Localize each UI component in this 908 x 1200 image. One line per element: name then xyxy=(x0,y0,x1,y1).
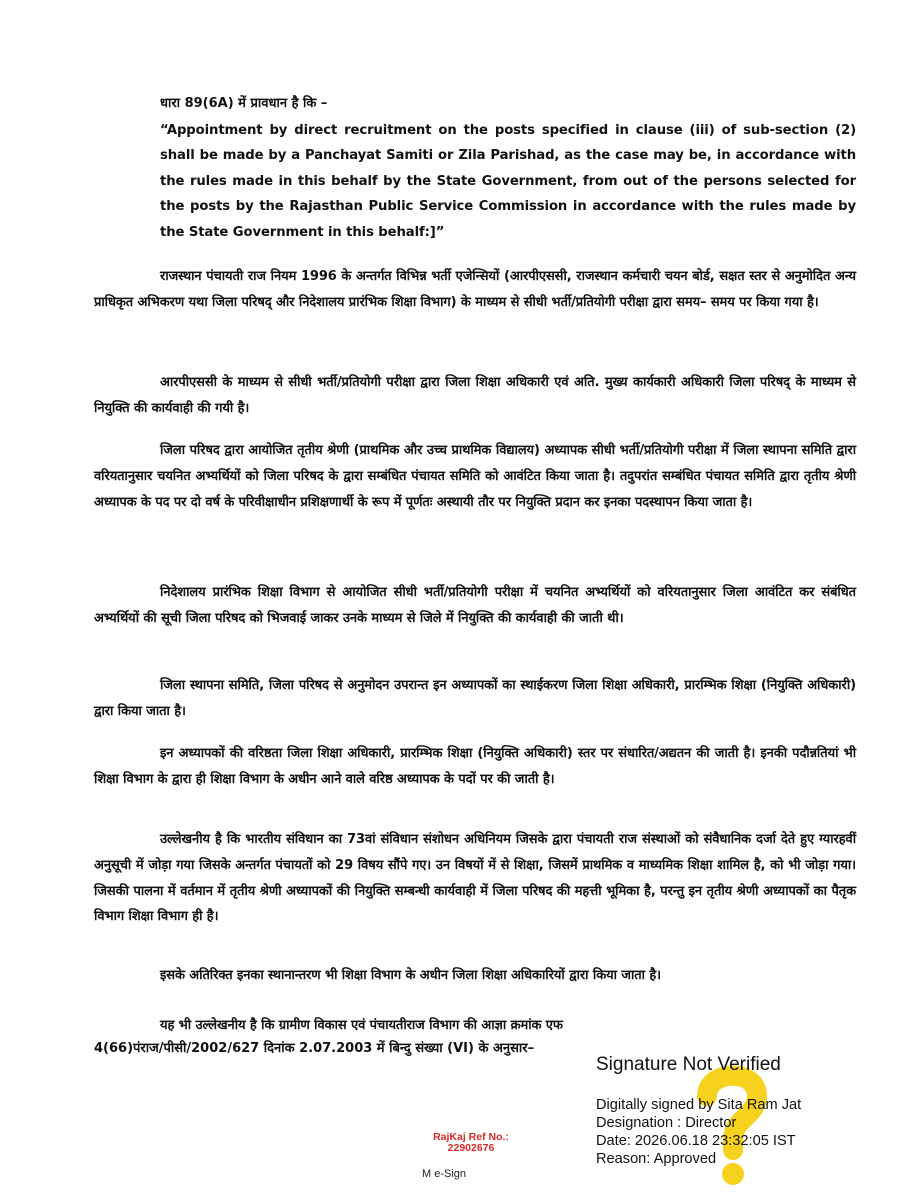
ref-number: 22902676 xyxy=(447,1142,495,1154)
esign-label: M e-Sign xyxy=(422,1168,467,1180)
quoted-clause: “Appointment by direct recruitment on the posts specified in clause (iii) of sub-section (2) shall be made by a Panchayat Samiti or Zila Parishad, as the case may be, in accordance with the rules made in this behalf by the State Government, from out of the persons selected for the posts by the Rajasthan Public Service Commission in accordance with the rules made by the State Government in this behalf:]” xyxy=(160,123,856,240)
paragraph: जिला परिषद द्वारा आयोजित तृतीय श्रेणी (प्राथमिक और उच्च प्राथमिक विद्यालय) अध्यापक सीधी भर्ती/प्रतियोगी परीक्षा में जिला स्थापना समिति द्वारा वरियतानुसार चयनित अभ्यर्थियों को जिला परिषद के द्वारा सम्बंधित पंचायत समिति को आवंटित किया जाता है। तदुपरांत सम्बंधित पंचायत समिति द्वारा तृतीय श्रेणी अध्यापक के पद पर दो वर्ष के परिवीक्षाधीन प्रशिक्षणार्थी के रूप में पूर्णतः अस्थायी तौर पर नियुक्ति प्रदान कर इनका पदस्थापन किया जाता है। xyxy=(94,443,856,510)
paragraph: आरपीएससी के माध्यम से सीधी भर्ती/प्रतियोगी परीक्षा द्वारा जिला शिक्षा अधिकारी एवं अति. मुख्य कार्यकारी अधिकारी जिला परिषद् के माध्यम से नियुक्ति की कार्यवाही की गयी है। xyxy=(94,375,856,416)
rajkaj-reference xyxy=(416,1132,526,1154)
paragraph: निदेशालय प्रारंभिक शिक्षा विभाग से आयोजित सीधी भर्ती/प्रतियोगी परीक्षा में चयनित अभ्यर्थियों को वरियतानुसार जिला आवंटित कर संबंधित अभ्यर्थियों की सूची जिला परिषद को भिजवाई जाकर उनके माध्यम से जिले में नियुक्ति की कार्यवाही की जाती थी। xyxy=(94,585,856,626)
paragraph: उल्लेखनीय है कि भारतीय संविधान का 73वां संविधान संशोधन अधिनियम जिसके द्वारा पंचायती राज संस्थाओं को संवैधानिक दर्जा देते हुए ग्यारहवीं अनुसूची में जोड़ा गया जिसके अन्तर्गत पंचायतों को 29 विषय सौंपे गए। उन विषयों में से शिक्षा, जिसमें प्राथमिक व माध्यमिक शिक्षा शामिल है, को भी जोड़ा गया। जिसकी पालना में वर्तमान में तृतीय श्रेणी अध्यापकों की नियुक्ति सम्बन्धी कार्यवाही में जिला परिषद की महत्ती भूमिका है, परन्तु इन तृतीय श्रेणी अध्यापकों का पैतृक विभाग शिक्षा विभाग ही है। xyxy=(94,832,856,925)
ref-label: RajKaj Ref No.: xyxy=(433,1131,509,1143)
paragraph: यह भी उल्लेखनीय है कि ग्रामीण विकास एवं पंचायतीराज विभाग की आज्ञा क्रमांक एफ xyxy=(160,1018,563,1033)
paragraph: राजस्थान पंचायती राज नियम 1996 के अन्तर्गत विभिन्न भर्ती एजेन्सियों (आरपीएससी, राजस्थान कर्मचारी चयन बोर्ड, सक्षत स्तर से अनुमोदित अन्य प्राधिकृत अभिकरण यथा जिला परिषद् और निदेशालय प्रारंभिक शिक्षा विभाग) के माध्यम से सीधी भर्ती/प्रतियोगी परीक्षा द्वारा समय– समय पर किया गया है। xyxy=(94,269,856,310)
paragraph: इसके अतिरिक्त इनका स्थानान्तरण भी शिक्षा विभाग के अधीन जिला शिक्षा अधिकारियों द्वारा किया जाता है। xyxy=(160,968,661,983)
paragraph: जिला स्थापना समिति, जिला परिषद से अनुमोदन उपरान्त इन अध्यापकों का स्थाईकरण जिला शिक्षा अधिकारी, प्रारम्भिक शिक्षा (नियुक्ति अधिकारी) द्वारा किया जाता है। xyxy=(94,678,856,719)
signed-by: Digitally signed by Sita Ram Jat xyxy=(596,1097,802,1113)
signature-date: Date: 2026.06.18 23:32:05 IST xyxy=(596,1133,796,1149)
signature-status: Signature Not Verified xyxy=(596,1054,781,1075)
paragraph: इन अध्यापकों की वरिष्ठता जिला शिक्षा अधिकारी, प्रारम्भिक शिक्षा (नियुक्ति अधिकारी) स्तर पर संधारित/अद्यतन की जाती है। इनकी पदौन्नतियां भी शिक्षा विभाग के द्वारा ही शिक्षा विभाग के अधीन आने वाले वरिष्ठ अध्यापक के पदों पर की जाती है। xyxy=(94,746,856,787)
signature-reason: Reason: Approved xyxy=(596,1151,717,1167)
section-heading: धारा 89(6A) में प्रावधान है कि – xyxy=(160,96,328,111)
signature-details xyxy=(596,1096,801,1168)
paragraph-continuation: 4(66)पंराज/पीसी/2002/627 दिनांक 2.07.2003 में बिन्दु संख्या (VI) के अनुसार– xyxy=(94,1041,535,1056)
designation: Designation : Director xyxy=(596,1115,737,1131)
